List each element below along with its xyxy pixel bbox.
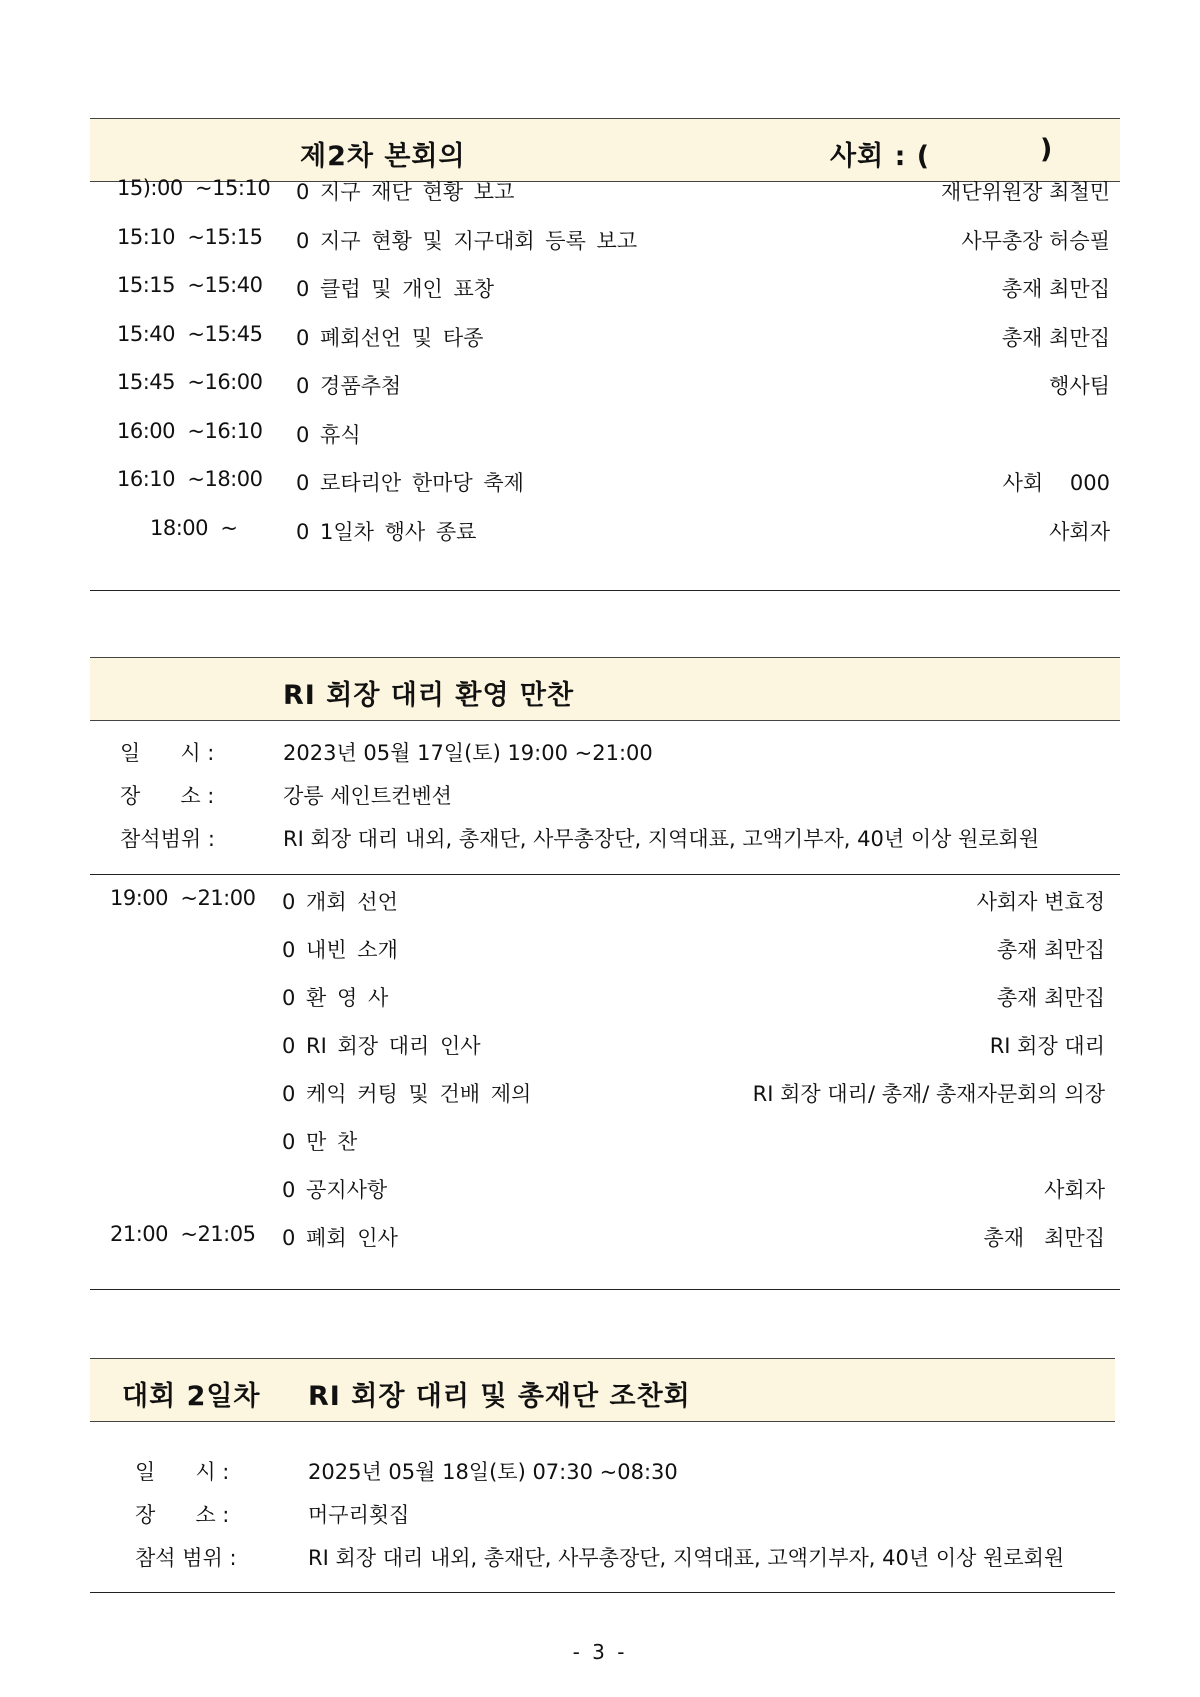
- schedule-item: 0 클럽 및 개인 표창: [296, 277, 495, 301]
- schedule-time: 15:45 ~16:00: [117, 370, 263, 394]
- schedule-responsible: 총재 최만집: [1001, 325, 1110, 350]
- schedule-item: 0 경품추첨: [296, 374, 402, 398]
- schedule-row: [90, 370, 1120, 402]
- schedule-time: 19:00 ~21:00: [110, 886, 256, 910]
- info-label: 장 소 :: [120, 784, 215, 808]
- schedule-time: 15:15 ~15:40: [117, 273, 263, 297]
- schedule-responsible: 사회자: [1049, 519, 1110, 544]
- schedule-row: [90, 1222, 1120, 1254]
- schedule-item: 0 만 찬: [282, 1130, 358, 1154]
- info-label: 참석범위 :: [120, 827, 215, 851]
- schedule-time: 16:00 ~16:10: [117, 418, 263, 443]
- info-value: 2025년 05월 18일(토) 07:30 ~08:30: [308, 1460, 678, 1484]
- info-label: 참석 범위 :: [135, 1546, 237, 1570]
- schedule-responsible: RI 회장 대리: [989, 1034, 1105, 1058]
- schedule-responsible: 총재 최만집: [983, 1226, 1105, 1250]
- schedule-responsible: 총재 최만집: [1001, 277, 1110, 301]
- schedule-item: 0 환 영 사: [282, 986, 389, 1010]
- info-label: 장 소 :: [135, 1503, 230, 1527]
- schedule-item: 0 1일차 행사 종료: [296, 519, 477, 544]
- session1-title: 제2차 본회의: [300, 141, 466, 172]
- session3-day-label: 대회 2일차: [122, 1381, 261, 1412]
- schedule-responsible: RI 회장 대리/ 총재/ 총재자문회의 의장: [752, 1082, 1105, 1106]
- schedule-row: [90, 225, 1120, 257]
- schedule-responsible: 행사팀: [1049, 374, 1110, 398]
- schedule-time: 16:10 ~18:00: [117, 467, 263, 491]
- info-label: 일 시 :: [120, 741, 215, 765]
- schedule-row: [90, 322, 1120, 354]
- session1-bottom-rule: [90, 590, 1120, 591]
- page-number: - 3 -: [572, 1640, 628, 1664]
- schedule-responsible: 사무총장 허승필: [961, 228, 1110, 253]
- info-value: 2023년 05월 17일(토) 19:00 ~21:00: [283, 741, 653, 765]
- schedule-row: [90, 886, 1120, 918]
- schedule-item: 0 개회 선언: [282, 890, 398, 914]
- schedule-item: 0 지구 재단 현황 보고: [296, 180, 515, 204]
- schedule-item: 0 내빈 소개: [282, 938, 398, 962]
- schedule-row: [90, 934, 1120, 966]
- schedule-row: [90, 1078, 1120, 1110]
- schedule-item: 0 폐회선언 및 타종: [296, 325, 484, 350]
- info-value: RI 회장 대리 내외, 총재단, 사무총장단, 지역대표, 고액기부자, 40년 이상 원로회원: [283, 827, 1040, 851]
- session1-header: [90, 118, 1120, 182]
- schedule-item: 0 케익 커팅 및 건배 제의: [282, 1082, 532, 1106]
- info-value: 강릉 세인트컨벤션: [283, 784, 452, 808]
- schedule-row: [90, 1174, 1120, 1206]
- schedule-item: 0 로타리안 한마당 축제: [296, 471, 524, 495]
- info-value: 머구리횟집: [308, 1503, 410, 1527]
- schedule-item: 0 공지사항: [282, 1178, 388, 1202]
- session1-emcee-close: ): [1040, 134, 1054, 165]
- schedule-responsible: 사회자 변효정: [976, 890, 1105, 914]
- info-value: RI 회장 대리 내외, 총재단, 사무총장단, 지역대표, 고액기부자, 40년 이상 원로회원: [308, 1546, 1065, 1570]
- session1-emcee-label: 사회 : (: [830, 141, 931, 172]
- schedule-row: [90, 273, 1120, 305]
- schedule-time: 18:00 ~: [150, 515, 238, 540]
- session2-info-rule: [90, 874, 1120, 875]
- session3-header: [90, 1358, 1115, 1422]
- schedule-item: 0 RI 회장 대리 인사: [282, 1034, 481, 1058]
- session2-header: [90, 657, 1120, 721]
- schedule-row: [90, 419, 1120, 451]
- schedule-responsible: 총재 최만집: [996, 986, 1105, 1010]
- schedule-responsible: 재단위원장 최철민: [941, 180, 1110, 204]
- schedule-responsible: 총재 최만집: [996, 938, 1105, 962]
- schedule-item: 0 지구 현황 및 지구대회 등록 보고: [296, 228, 638, 253]
- session3-title: RI 회장 대리 및 총재단 조찬회: [308, 1381, 691, 1412]
- schedule-row: [90, 982, 1120, 1014]
- schedule-item: 0 폐회 인사: [282, 1226, 398, 1250]
- schedule-row: [90, 516, 1120, 548]
- session3-bottom-rule: [90, 1592, 1115, 1593]
- schedule-item: 0 휴식: [296, 422, 361, 447]
- session2-bottom-rule: [90, 1289, 1120, 1290]
- schedule-row: [90, 1030, 1120, 1062]
- schedule-row: [90, 1126, 1120, 1158]
- schedule-time: 15:10 ~15:15: [117, 224, 263, 249]
- schedule-time: 15:40 ~15:45: [117, 321, 263, 346]
- schedule-time: 21:00 ~21:05: [110, 1222, 256, 1246]
- schedule-row: [90, 176, 1120, 208]
- schedule-responsible: 사회 000: [1002, 471, 1110, 495]
- session2-title: RI 회장 대리 환영 만찬: [283, 680, 575, 711]
- info-label: 일 시 :: [135, 1460, 230, 1484]
- schedule-row: [90, 467, 1120, 499]
- schedule-time: 15):00 ~15:10: [117, 176, 271, 200]
- schedule-responsible: 사회자: [1044, 1178, 1105, 1202]
